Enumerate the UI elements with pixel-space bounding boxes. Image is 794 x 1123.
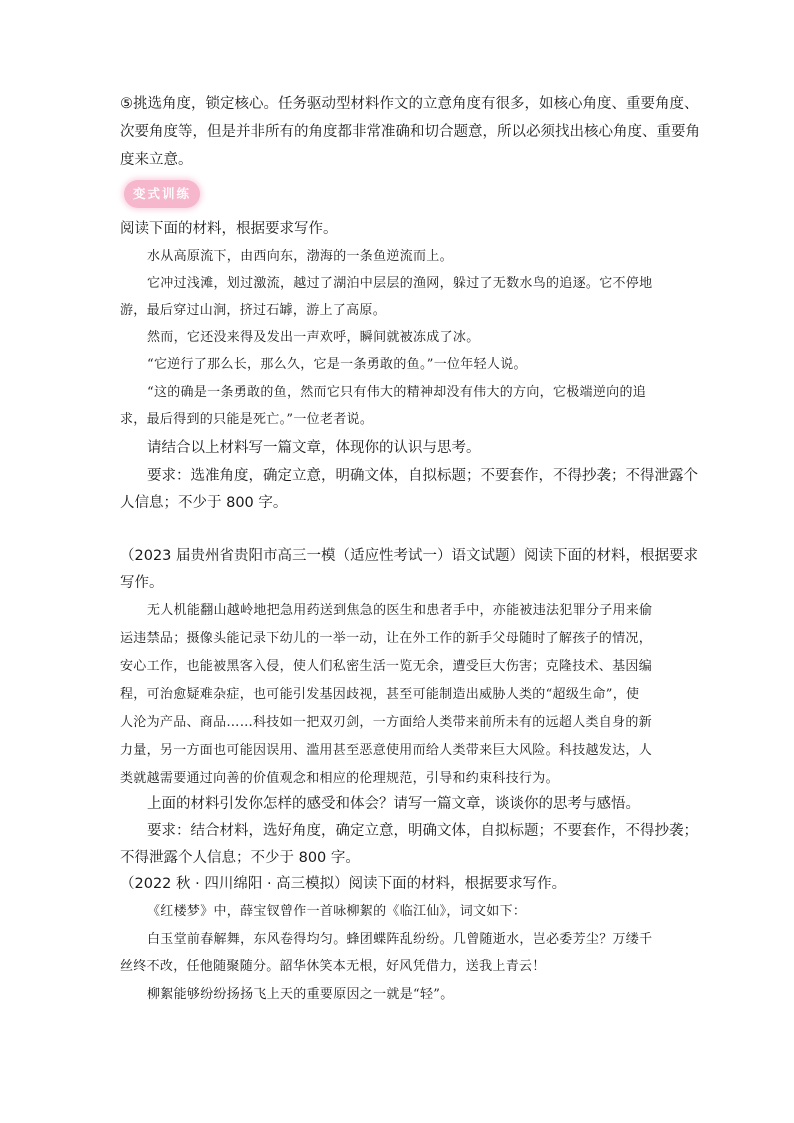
- exercise2-material-line: 力量，另一方面也可能因误用、滥用甚至恶意使用而给人类带来巨大风险。科技越发达，人: [120, 743, 653, 758]
- exercise2-material-line: 安心工作，也能被黑客入侵，使人们私密生活一览无余，遭受巨大伤害；克隆技术、基因编: [120, 659, 653, 674]
- exercise1-material-line: 水从高原流下，由西向东，渤海的一条鱼逆流而上。: [147, 249, 453, 264]
- exercise3-title: （2022 秋 · 四川绵阳 · 高三模拟）阅读下面的材料，根据要求写作。: [120, 876, 567, 892]
- exercise1-material-line: “这的确是一条勇敢的鱼，然而它只有伟大的精神却没有伟大的方向，它极端逆向的追: [147, 385, 647, 400]
- exercise3-material-line: 白玉堂前春解舞，东风卷得均匀。蜂团蝶阵乱纷纷。几曾随逝水，岂必委芳尘？万缕千: [147, 932, 653, 947]
- exercise1-requirement-line: 要求：选准角度，确定立意，明确文体，自拟标题；不要套作，不得抄袭；不得泄露个: [147, 468, 698, 484]
- exercise3-material-line: 《红楼梦》中，薛宝钗曾作一首咏柳絮的《临江仙》，词文如下：: [147, 904, 527, 919]
- exercise2-material-line: 无人机能翻山越岭地把急用药送到焦急的医生和患者手中，亦能被违法犯罪分子用来偷: [147, 603, 653, 618]
- exercise2-title-line: （2023 届贵州省贵阳市高三一模（适应性考试一）语文试题）阅读下面的材料，根据要求: [120, 548, 699, 564]
- exercise1-material-line: 它冲过浅滩，划过激流，越过了湖泊中层层的渔网，躲过了无数水鸟的追逐。它不停地: [147, 276, 653, 291]
- exercise1-task: 请结合以上材料写一篇文章，体现你的认识与思考。: [147, 440, 481, 456]
- section5-line-2: 次要角度等，但是并非所有的角度都非常准确和切合题意，所以必须找出核心角度、重要角: [120, 124, 700, 140]
- exercise1-intro: 阅读下面的材料，根据要求写作。: [120, 221, 338, 237]
- exercise2-requirement-line: 不得泄露个人信息；不少于 800 字。: [120, 850, 360, 866]
- exercise2-requirement-line: 要求：结合材料，选好角度，确定立意，明确文体，自拟标题；不要套作，不得抄袭；: [147, 823, 698, 839]
- section5-line-1: ⑤挑选角度，锁定核心。任务驱动型材料作文的立意角度有很多，如核心角度、重要角度、: [120, 96, 699, 112]
- exercise1-material-line: 游，最后穿过山涧，挤过石罅，游上了高原。: [120, 303, 387, 318]
- exercise3-material-line: 柳絮能够纷纷扬扬飞上天的重要原因之一就是“轻”。: [147, 987, 454, 1002]
- exercise1-requirement-line: 人信息；不少于 800 字。: [120, 495, 288, 511]
- variant-training-badge: [124, 180, 200, 208]
- section5-line-3: 度来立意。: [120, 152, 193, 168]
- exercise2-task: 上面的材料引发你怎样的感受和体会？请写一篇文章，谈谈你的思考与感悟。: [147, 796, 640, 812]
- exercise1-material-line: 求，最后得到的只能是死亡。”一位老者说。: [120, 412, 374, 427]
- exercise1-material-line: “它逆行了那么长，那么久，它是一条勇敢的鱼。”一位年轻人说。: [147, 357, 527, 372]
- exercise2-title-line: 写作。: [120, 575, 164, 591]
- exercise2-material-line: 类就越需要通过向善的价值观念和相应的伦理规范，引导和约束科技行为。: [120, 771, 559, 786]
- exercise2-material-line: 程，可治愈疑难杂症，也可能引发基因歧视，甚至可能制造出威胁人类的“超级生命”，使: [120, 687, 640, 702]
- exercise3-material-line: 丝终不改，任他随聚随分。韶华休笑本无根，好风凭借力，送我上青云！: [120, 959, 546, 974]
- exercise2-material-line: 人沦为产品、商品……科技如一把双刃剑，一方面给人类带来前所未有的远超人类自身的新: [120, 715, 653, 730]
- badge-label: 变式训练: [132, 186, 191, 201]
- exercise1-material-line: 然而，它还没来得及发出一声欢呼，瞬间就被冻成了冰。: [147, 330, 480, 345]
- exercise2-material-line: 运违禁品；摄像头能记录下幼儿的一举一动，让在外工作的新手父母随时了解孩子的情况，: [120, 631, 653, 646]
